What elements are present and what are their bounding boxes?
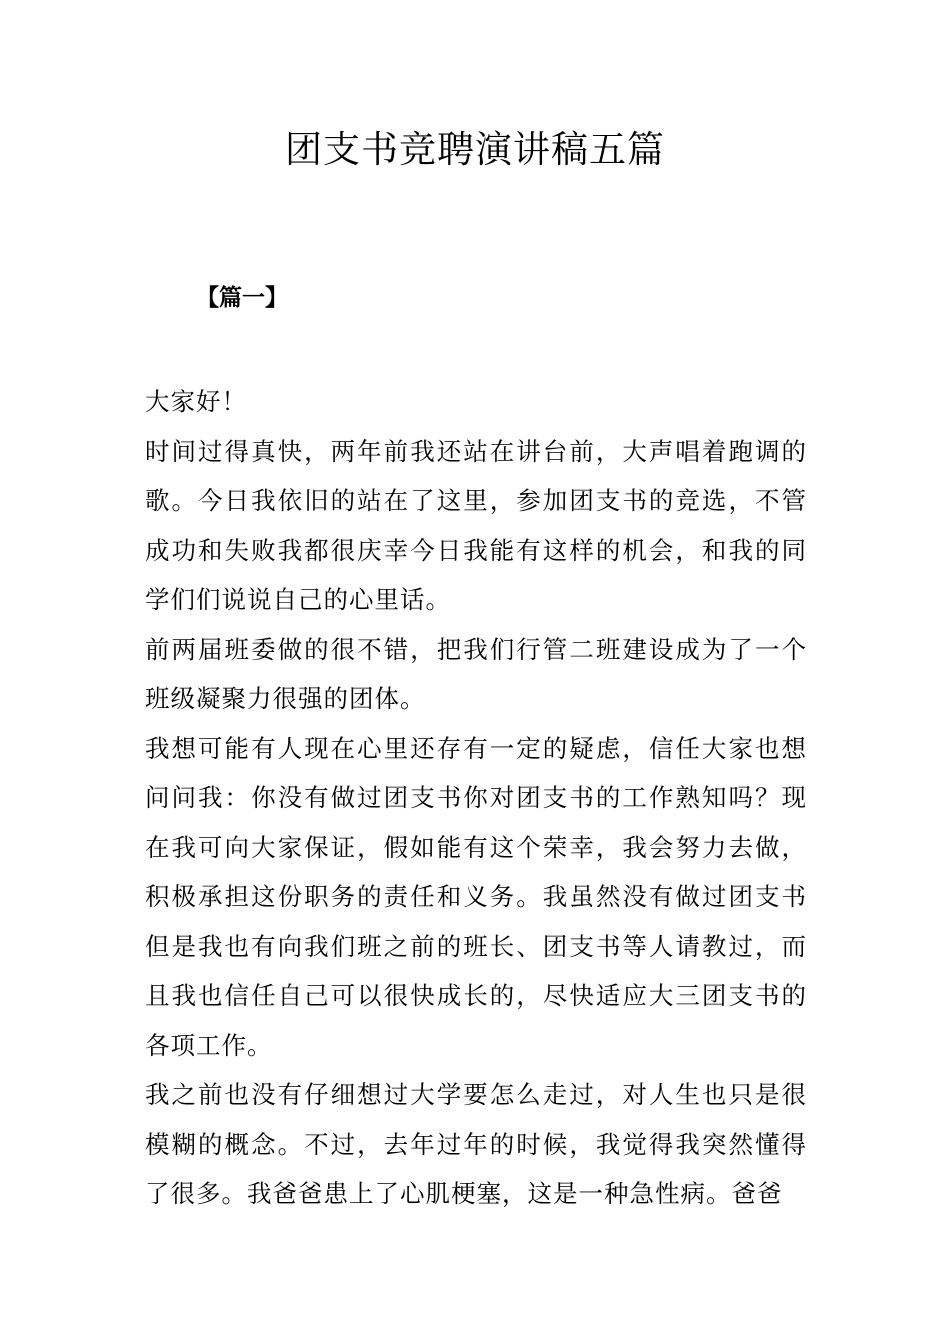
- document-body: [145, 377, 807, 1219]
- paragraph: 我想可能有人现在心里还存有一定的疑虑，信任大家也想问问我：你没有做过团支书你对团支书的工作熟知吗？现在我可向大家保证，假如能有这个荣幸，我会努力去做，积极承担这份职务的责任和义务。我虽然没有做过团支书但是我也有向我们班之前的班长、团支书等人请教过，而且我也信任自己可以很快成长的，尽快适应大三团支书的各项工作。: [145, 733, 807, 1060]
- document-title: 团支书竞聘演讲稿五篇: [285, 128, 665, 171]
- paragraph: 时间过得真快，两年前我还站在讲台前，大声唱着跑调的歌。今日我依旧的站在了这里，参加团支书的竞选，不管成功和失败我都很庆幸今日我能有这样的机会，和我的同学们们说说自己的心里话。: [145, 436, 807, 614]
- section-heading: 【篇一】: [196, 285, 288, 311]
- paragraph-greeting: 大家好！: [145, 387, 247, 416]
- paragraph: 我之前也没有仔细想过大学要怎么走过，对人生也只是很模糊的概念。不过，去年过年的时候，我觉得我突然懂得了很多。我爸爸患上了心肌梗塞，这是一种急性病。爸爸: [145, 1080, 807, 1208]
- paragraph: 前两届班委做的很不错，把我们行管二班建设成为了一个班级凝聚力很强的团体。: [145, 634, 807, 713]
